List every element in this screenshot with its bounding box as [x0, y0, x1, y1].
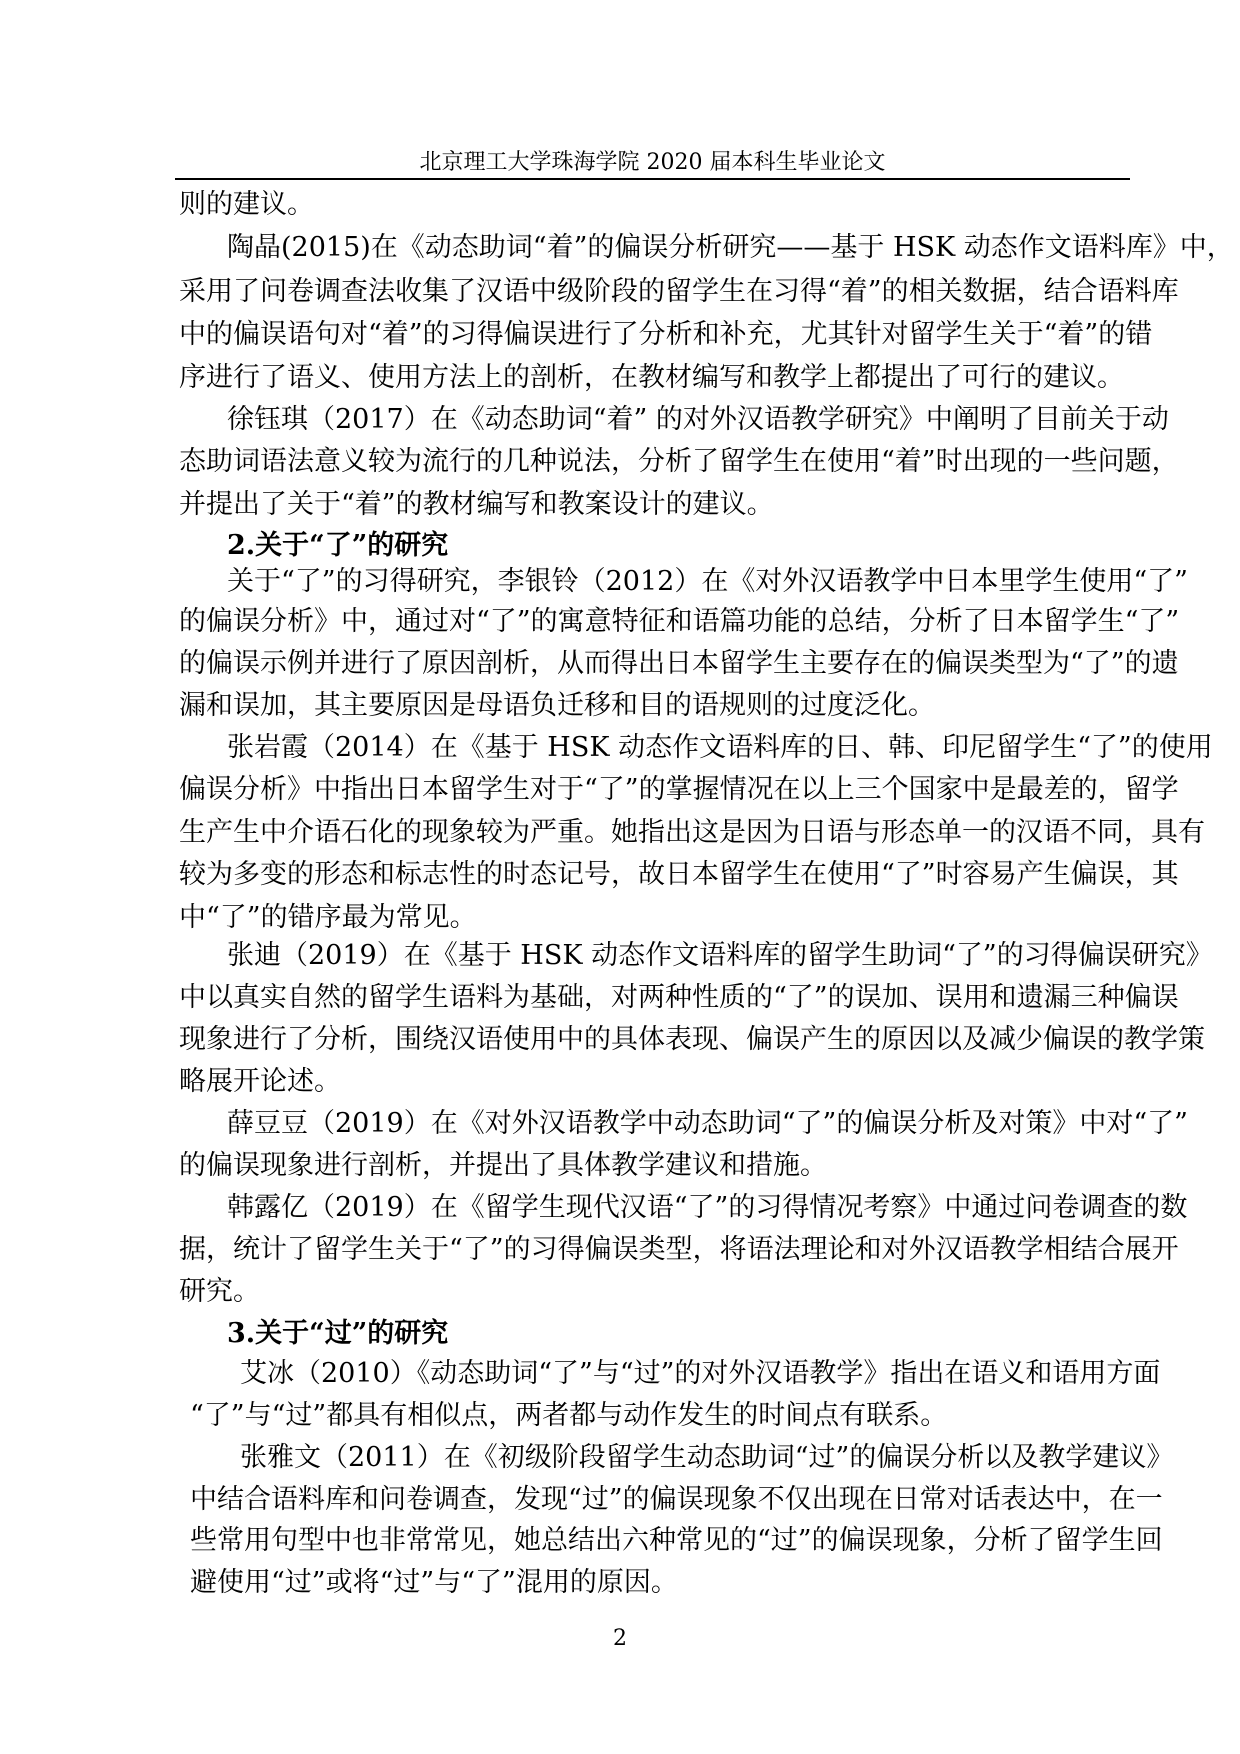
paragraph-line: 中“了”的错序最为常见。: [179, 902, 477, 933]
paragraph-line: 徐钰琪（2017）在《动态助词“着” 的对外汉语教学研究》中阐明了目前关于动: [227, 404, 1169, 435]
paragraph-line: 张岩霞（2014）在《基于 HSK 动态作文语料库的日、韩、印尼留学生“了”的使用: [227, 732, 1213, 763]
paragraph-line: 张雅文（2011）在《初级阶段留学生动态助词“过”的偏误分析以及教学建议》: [240, 1442, 1174, 1473]
paragraph-line: 采用了问卷调查法收集了汉语中级阶段的留学生在习得“着”的相关数据，结合语料库: [179, 276, 1179, 307]
paragraph-line: 现象进行了分析，围绕汉语使用中的具体表现、偏误产生的原因以及减少偏误的教学策: [179, 1024, 1205, 1055]
paragraph-line: 的偏误现象进行剖析，并提出了具体教学建议和措施。: [179, 1150, 827, 1181]
paragraph-line: 中的偏误语句对“着”的习得偏误进行了分析和补充，尤其针对留学生关于“着”的错: [179, 319, 1153, 350]
section-heading: 3.关于“过”的研究: [227, 1318, 449, 1349]
paragraph-line: 序进行了语义、使用方法上的剖析，在教材编写和教学上都提出了可行的建议。: [179, 362, 1124, 393]
paragraph-line: 并提出了关于“着”的教材编写和教案设计的建议。: [179, 489, 774, 520]
page-number: 2: [613, 1626, 627, 1651]
paragraph-line: 较为多变的形态和标志性的时态记号，故日本留学生在使用“了”时容易产生偏误，其: [179, 859, 1179, 890]
paragraph-line: 陶晶(2015)在《动态助词“着”的偏误分析研究——基于 HSK 动态作文语料库》中，: [227, 232, 1234, 263]
header-rule: [175, 178, 1130, 180]
paragraph-line: 态助词语法意义较为流行的几种说法，分析了留学生在使用“着”时出现的一些问题，: [179, 446, 1179, 477]
running-header: 北京理工大学珠海学院 2020 届本科生毕业论文: [419, 150, 886, 175]
paragraph-line: 中结合语料库和问卷调查，发现“过”的偏误现象不仅出现在日常对话表达中，在一: [190, 1484, 1163, 1515]
paragraph-line: 薛豆豆（2019）在《对外汉语教学中动态助词“了”的偏误分析及对策》中对“了”: [227, 1108, 1188, 1139]
paragraph-line: 的偏误分析》中，通过对“了”的寓意特征和语篇功能的总结，分析了日本留学生“了”: [179, 606, 1180, 637]
paragraph-line: 生产生中介语石化的现象较为严重。她指出这是因为日语与形态单一的汉语不同，具有: [179, 817, 1205, 848]
paragraph-line: 的偏误示例并进行了原因剖析，从而得出日本留学生主要存在的偏误类型为“了”的遗: [179, 648, 1179, 679]
section-heading: 2.关于“了”的研究: [227, 530, 449, 561]
paragraph-line: 避使用“过”或将“过”与“了”混用的原因。: [190, 1567, 678, 1598]
paragraph-line: 张迪（2019）在《基于 HSK 动态作文语料库的留学生助词“了”的习得偏误研究》: [227, 940, 1213, 971]
paragraph-line: 些常用句型中也非常常见，她总结出六种常见的“过”的偏误现象，分析了留学生回: [190, 1525, 1163, 1556]
paragraph-line: 偏误分析》中指出日本留学生对于“了”的掌握情况在以上三个国家中是最差的，留学: [179, 774, 1179, 805]
paragraph-line: 略展开论述。: [179, 1066, 341, 1097]
paragraph-line: 研究。: [179, 1276, 260, 1307]
paragraph-line: 艾冰（2010）《动态助词“了”与“过”的对外汉语教学》指出在语义和语用方面: [240, 1358, 1161, 1389]
paragraph-line: “了”与“过”都具有相似点，两者都与动作发生的时间点有联系。: [190, 1400, 948, 1431]
paragraph-line: 则的建议。: [179, 189, 314, 220]
paragraph-line: 漏和误加，其主要原因是母语负迁移和目的语规则的过度泛化。: [179, 690, 935, 721]
paragraph-line: 韩露亿（2019）在《留学生现代汉语“了”的习得情况考察》中通过问卷调查的数: [227, 1192, 1188, 1223]
paragraph-line: 关于“了”的习得研究，李银铃（2012）在《对外汉语教学中日本里学生使用“了”: [227, 566, 1188, 597]
paragraph-line: 中以真实自然的留学生语料为基础，对两种性质的“了”的误加、误用和遗漏三种偏误: [179, 982, 1179, 1013]
paragraph-line: 据，统计了留学生关于“了”的习得偏误类型，将语法理论和对外汉语教学相结合展开: [179, 1234, 1179, 1265]
